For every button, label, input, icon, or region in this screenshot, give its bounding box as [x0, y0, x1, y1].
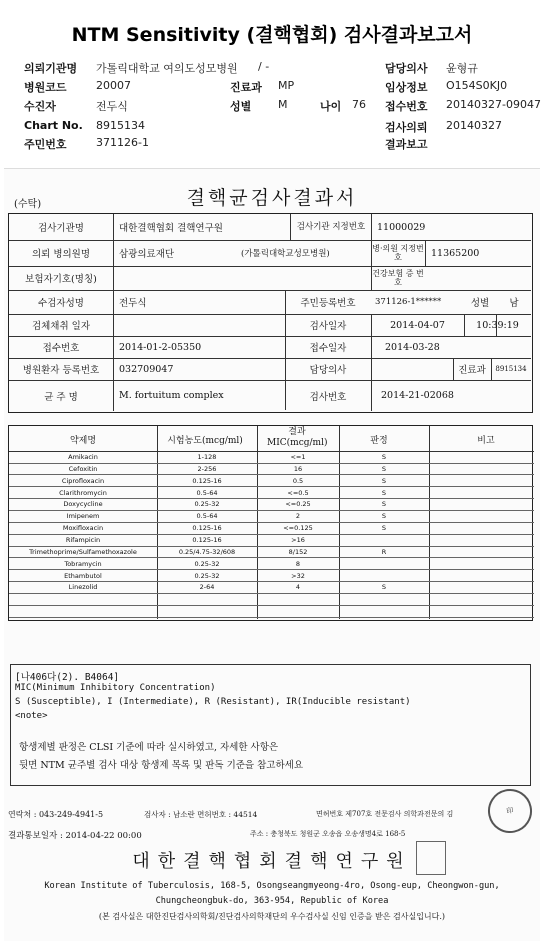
cell-drug: Moxifloxacin [62, 524, 104, 533]
note-line-4: 항생제별 판정은 CLSI 기준에 따라 실시하였고, 자세한 사항은 [19, 742, 279, 753]
collector-label: 수진자 [24, 100, 56, 113]
table-row [9, 488, 534, 500]
org-code-value: 11000029 [377, 221, 426, 233]
note-line-2: S (Susceptible), I (Intermediate), R (Resistant), IR(Inducible resistant) [15, 697, 411, 707]
ssn-value: 371126-1 [96, 136, 149, 149]
footer-institute: 대한결핵협회결핵연구원 [132, 851, 412, 872]
hosp-code-value: 20007 [96, 79, 131, 92]
susceptibility-header [9, 426, 534, 452]
cell-drug: Clarithromycin [59, 488, 107, 497]
doctor-label: 담당의사 [385, 62, 428, 75]
cell-drug: Amikacin [68, 453, 98, 461]
report-title: NTM Sensitivity (결핵협회) 검사결과보고서 [71, 24, 473, 46]
sex-report-value: 남 [509, 298, 519, 309]
cell-interp [339, 559, 429, 571]
req-hosp-code-label: 병·의원 지정번호 [372, 244, 424, 262]
organism-value: M. fortuitum complex [119, 390, 224, 401]
cell-interp: S [381, 512, 387, 521]
age-label: 나이 [320, 100, 342, 113]
report-info-grid [8, 213, 533, 413]
testreq-label: 검사의뢰 [385, 121, 428, 134]
clinic-label: 진료과 [458, 365, 486, 376]
sample-date-label: 검체채취 일자 [31, 321, 91, 332]
stamp-icon [416, 841, 446, 875]
doctor-value: 윤형규 [446, 62, 478, 75]
insured-label: 건강보험 증 번 호 [372, 269, 424, 287]
cell-mic: <=0.25 [285, 500, 311, 509]
cell-drug [9, 606, 157, 618]
sex-report-label: 성별 [470, 298, 490, 309]
test-date-value: 2014-04-07 [390, 319, 445, 331]
note-line-3: <note> [15, 711, 48, 721]
cell-mic: 8 [295, 559, 301, 568]
cell-range: 0.125-16 [192, 524, 222, 533]
patient-label: 수검자성명 [38, 298, 84, 309]
cell-mic [257, 594, 339, 606]
doctor-report-label: 담당의사 [309, 365, 347, 376]
req-hosp-label: 의뢰 병의원명 [31, 249, 91, 260]
test-date-label: 검사일자 [309, 321, 347, 332]
clinic-value: 8915134 [495, 365, 527, 373]
organism-label: 균 주 명 [44, 391, 78, 403]
note-box [10, 664, 531, 786]
table-row [9, 582, 534, 594]
org-label: 검사기관명 [38, 223, 84, 234]
cell-mic: <=0.5 [287, 488, 309, 497]
cell-drug: Rifampicin [65, 535, 101, 544]
note-line-1: MIC(Minimum Inhibitory Concentration) [15, 683, 216, 693]
cell-drug [9, 594, 157, 606]
cell-mic: 0.5 [292, 476, 304, 485]
cell-drug: Doxycycline [63, 500, 103, 509]
table-row [9, 464, 534, 476]
cell-mic [257, 606, 339, 618]
table-row [9, 547, 534, 559]
table-row [9, 476, 534, 488]
dept-value: MP [278, 79, 295, 92]
cell-interp: S [381, 488, 387, 497]
cell-range: 0.25-32 [194, 559, 220, 568]
table-row [9, 594, 534, 606]
cell-range: 0.25-32 [194, 571, 220, 580]
accept-date-value: 2014-03-28 [385, 341, 440, 353]
footer-disclaimer: (본 검사실은 대한진단검사의학회/진단검사의학재단의 우수검사실 신임 인증을 받은 검사실입니다.) [98, 912, 446, 921]
footer-address-en-2: Chungcheongbuk-do, 363-954, Republic of Korea [155, 896, 389, 906]
cell-range [157, 594, 257, 606]
cell-interp: S [381, 524, 387, 533]
cell-range: 0.25-32 [194, 500, 220, 509]
footer-address-en-1: Korean Institute of Tuberculosis, 168-5, Osongseangmyeong-4ro, Osong-eup, Cheongwon-gun, [44, 881, 500, 891]
receipt-value: 20140327-09047 [446, 98, 541, 111]
clinical-label: 임상정보 [385, 81, 428, 94]
cell-drug: Tobramycin [64, 559, 102, 568]
cell-range [157, 606, 257, 618]
req-org-label: 의뢰기관명 [24, 62, 78, 75]
note-code: [나406다(2). B4064] [15, 672, 120, 683]
hosp-reg-value: 032709047 [119, 363, 174, 375]
cell-drug: Ciprofloxacin [61, 476, 105, 485]
sex-label: 성별 [230, 100, 252, 113]
scanned-report [4, 168, 540, 941]
header-drug: 약제명 [69, 436, 97, 446]
table-row [9, 511, 534, 523]
report-heading: 결핵균검사결과서 [186, 187, 358, 209]
testreq-value: 20140327 [446, 119, 502, 132]
cell-interp: S [381, 583, 387, 592]
cell-range: 0.25/4.75-32/608 [178, 547, 236, 556]
cell-range: 0.125-16 [192, 535, 222, 544]
test-no-value: 2014-21-02068 [381, 390, 454, 401]
table-row [9, 606, 534, 618]
collector-value: 전두식 [96, 100, 128, 113]
ssn-report-value: 371126-1****** [375, 297, 442, 307]
cell-mic: >32 [291, 571, 305, 580]
ssn-report-label: 주민등록번호 [300, 298, 356, 309]
footer-phone: 연락처 : 043-249-4941-5 [8, 810, 104, 819]
footer-examiner: 검사자 : 남소란 면허번호 : 44514 [144, 810, 258, 819]
table-row [9, 523, 534, 535]
org-value: 대한결핵협회 결핵연구원 [119, 223, 223, 234]
hosp-code-label: 병원코드 [24, 81, 67, 94]
receipt-label: 접수번호 [385, 100, 428, 113]
org-code-label: 검사기관 지정번호 [296, 222, 366, 232]
req-hosp-sub: (가톨릭대학교성모병원) [241, 249, 330, 259]
table-row [9, 535, 534, 547]
sex-value: M [278, 98, 288, 111]
header-interp: 판정 [370, 436, 388, 446]
cell-interp [339, 594, 429, 606]
cell-drug: Ethambutol [64, 571, 102, 580]
header-mic: 결과 MIC(mcg/ml) [267, 427, 328, 448]
req-org-extra: / - [258, 60, 270, 73]
cell-mic: 4 [295, 583, 301, 592]
accession-label: 접수번호 [42, 343, 80, 354]
req-org-value: 가톨릭대학교 여의도성모병원 [96, 62, 238, 75]
ssn-label: 주민번호 [24, 138, 67, 151]
footer-report-date: 결과통보일자 : 2014-04-22 00:00 [8, 831, 142, 841]
cell-range: 2-64 [199, 583, 215, 592]
cell-range: 0.5-64 [196, 512, 218, 521]
cell-mic: <=0.125 [283, 524, 313, 533]
cell-range: 1-128 [197, 453, 217, 461]
table-row [9, 499, 534, 511]
cell-interp: S [381, 453, 387, 461]
table-row [9, 452, 534, 464]
clinical-value: O154S0KJ0 [446, 79, 508, 92]
susceptibility-table [8, 425, 533, 621]
footer-address-ko: 주소 : 충청북도 청원군 오송읍 오송생명4로 168-5 [250, 830, 406, 838]
cell-interp [339, 606, 429, 618]
cell-mic: 8/152 [288, 547, 308, 556]
req-hosp-code-value: 11365200 [431, 247, 480, 259]
table-row [9, 559, 534, 571]
cell-mic: <=1 [290, 453, 306, 461]
footer-license: 면허번호 제707호 전문검사 의학과전문의 김 [316, 810, 454, 818]
cell-interp: S [381, 464, 387, 473]
insurer-label: 보험자기호(명칭) [25, 274, 97, 285]
cell-interp: S [381, 500, 387, 509]
cell-drug: Linezolid [68, 583, 98, 592]
cell-range: 2-256 [197, 464, 217, 473]
cell-drug: Trimethoprime/Sulfamethoxazole [29, 547, 137, 556]
dept-label: 진료과 [230, 81, 262, 94]
cell-drug: Cefoxitin [68, 464, 98, 473]
table-row [9, 571, 534, 583]
result-label: 결과보고 [385, 138, 428, 151]
accession-value: 2014-01-2-05350 [119, 341, 202, 353]
cell-mic: >16 [291, 535, 305, 544]
cell-interp [339, 535, 429, 547]
header-remark: 비고 [477, 436, 495, 446]
note-line-5: 뒷면 NTM 균주별 검사 대상 항생제 목록 및 판독 기준을 참고하세요 [19, 760, 303, 771]
report-caption: (수탁) [14, 199, 42, 210]
cell-interp [339, 571, 429, 583]
cell-interp: S [381, 476, 387, 485]
header-range: 시험농도(mcg/ml) [167, 436, 243, 446]
test-no-label: 검사번호 [309, 391, 347, 403]
cell-drug: Imipenem [66, 512, 100, 521]
cell-interp: R [381, 547, 387, 556]
cell-mic: 16 [293, 464, 303, 473]
chart-label: Chart No. [24, 119, 83, 132]
test-time-value: 10:39:19 [476, 319, 519, 331]
patient-value: 전두식 [119, 298, 147, 309]
hosp-reg-label: 병원환자 등록번호 [22, 365, 100, 376]
official-seal-icon: 印 [484, 785, 536, 837]
chart-value: 8915134 [96, 119, 145, 132]
cell-range: 0.125-16 [192, 476, 222, 485]
cell-range: 0.5-64 [196, 488, 218, 497]
cell-mic: 2 [295, 512, 301, 521]
age-value: 76 [352, 98, 366, 111]
accept-date-label: 접수일자 [309, 343, 347, 354]
req-hosp-value: 삼광의료재단 [119, 249, 175, 260]
